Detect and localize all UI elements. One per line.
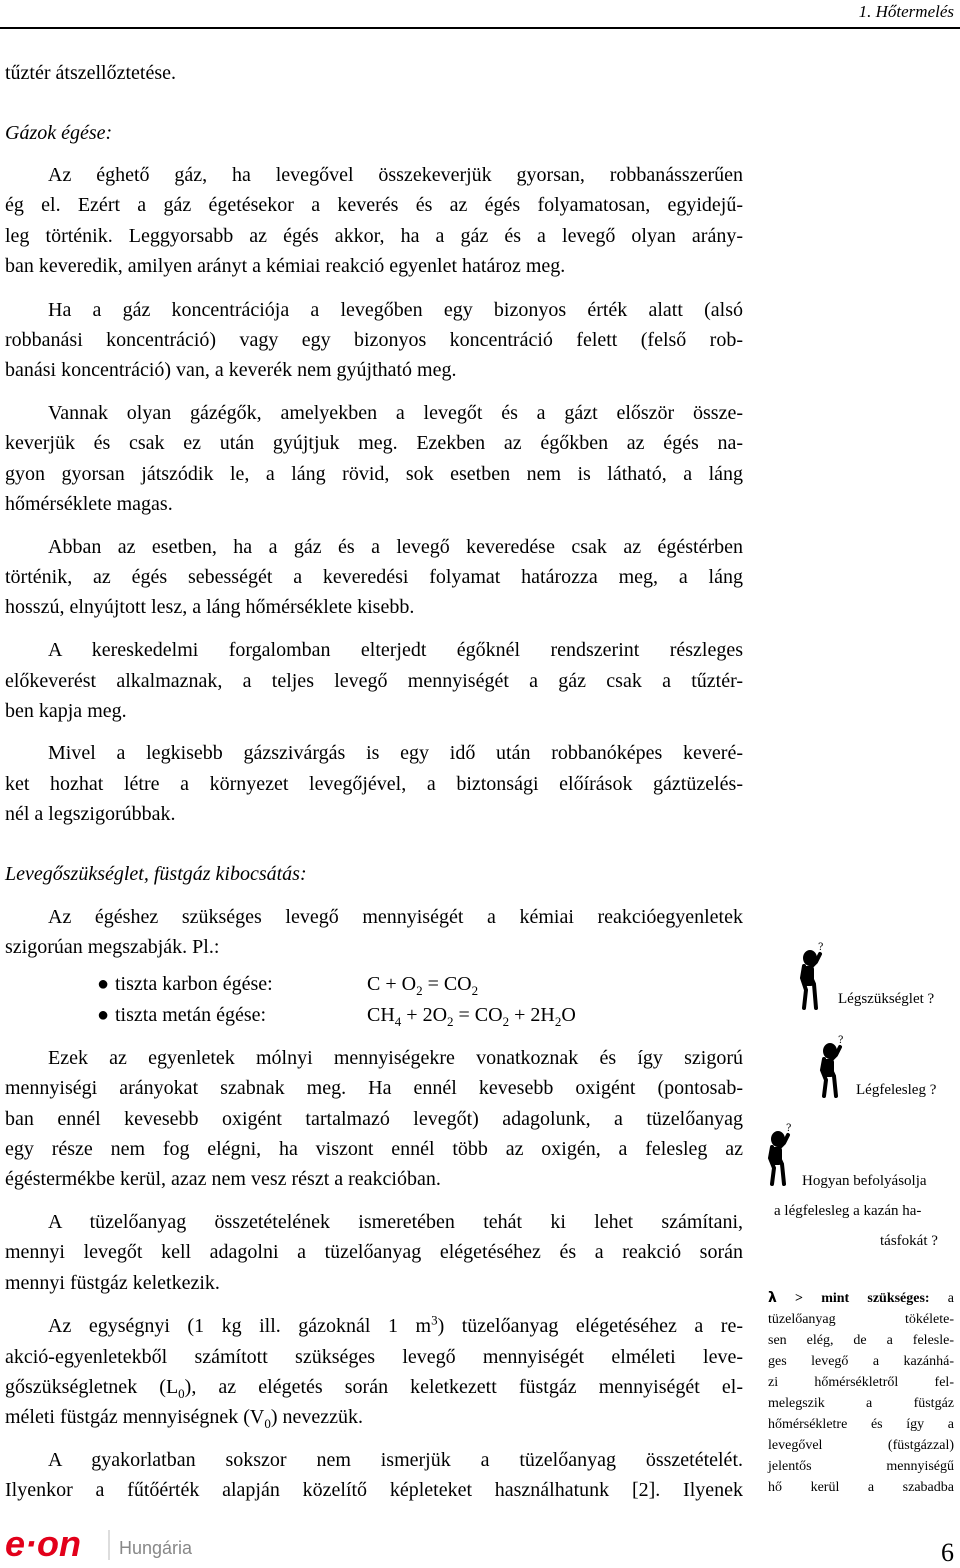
text-line: egy része nem fog elégni, ha viszont ennél több az oxigén, a felesleg az [5, 1138, 743, 1160]
section-heading-gas-combustion: Gázok égése: [5, 122, 113, 144]
text-line: nél a legszigorúbbak. [5, 803, 176, 825]
text-line: leg történik. Leggyorsabb az égés akkor, ha a gáz és a levegő olyan arány- [5, 225, 743, 247]
sidebar-note-line: ges levegő a kazánhá- [768, 1354, 954, 1369]
sidebar-note-lambda [768, 1288, 954, 1498]
header-rule [0, 27, 960, 29]
bullet-dot: ● [97, 1004, 110, 1026]
sidebar-note-line: zi hőmérsékletről fel- [768, 1375, 954, 1390]
text-line: ben kapja meg. [5, 700, 127, 722]
text-line: előkeverést alkalmaznak, a teljes levegő mennyiségét a gáz csak a tűztér- [5, 670, 743, 692]
text-line: robbanási koncentráció) vagy egy bizonyos koncentráció felett (felső rob- [5, 329, 743, 351]
page-number: 6 [941, 1538, 954, 1567]
chapter-title: 1. Hőtermelés [858, 2, 954, 21]
logo-brand-text: e·on [5, 1523, 81, 1562]
text-line: gőszükségletnek $(L_0)$, az elégetés során keletkezett füstgáz mennyiségét el- [5, 1376, 743, 1401]
equation-methane: $CH_4 + 2O_2 = CO_2 + 2H_2O$ [367, 1004, 576, 1029]
text-line: Ezek az egyenletek mólnyi mennyiségekre vonatkoznak és így szigorú [48, 1047, 743, 1069]
page-header [0, 0, 960, 40]
text-line: banási koncentráció) van, a keverék nem gyújtható meg. [5, 359, 457, 381]
sidebar-question-air-requirement: Légszükséglet ? [838, 991, 935, 1007]
equation-carbon: $C + O_2 = CO_2$ [367, 973, 479, 998]
text-line: ég el. Ezért a gáz égetésekor a keverés és az égés folyamatosan, egyidejű- [5, 194, 743, 216]
thinking-person-icon [816, 1034, 856, 1100]
sidebar-note-line: λ > mint szükséges: a [768, 1290, 955, 1306]
text-line: méleti füstgáz mennyiségnek $(V_0)$ nevezzük. [5, 1406, 364, 1431]
logo-region-text: Hungária [119, 1538, 193, 1558]
sidebar-note-line: sen elég, de a felesle- [768, 1333, 954, 1348]
text-line: tűztér átszellőztetése. [5, 62, 177, 84]
text-line: Az éghető gáz, ha levegővel összekeverjük gyorsan, robbanásszerűen [48, 164, 743, 186]
text-line: hosszú, elnyújtott lesz, a láng hőmérséklete kisebb. [5, 596, 415, 618]
text-line: Abban az esetben, ha a gáz és a levegő keveredése csak az égéstérben [48, 536, 743, 558]
text-line: történik, az égés sebességét a keveredési folyamat határozza meg, a láng [5, 566, 743, 588]
text-line: A kereskedelmi forgalomban elterjedt égőknél rendszerint részleges [48, 639, 743, 661]
question-mark: ? [838, 1035, 844, 1046]
text-line: szigorúan megszabják. Pl.: [5, 936, 220, 958]
sidebar-question-efficiency: a légfelesleg a kazán ha- [774, 1203, 922, 1219]
equation-label-carbon: tiszta karbon égése: [115, 973, 273, 995]
text-line: Az égéshez szükséges levegő mennyiségét a kémiai reakcióegyenletek [48, 906, 743, 928]
text-line: ban keveredik, amilyen arányt a kémiai reakció egyenlet határoz meg. [5, 255, 566, 277]
thinking-person-icon [796, 940, 836, 1012]
text-line: mennyiségi arányokat szabnak meg. Ha ennél kevesebb oxigént (pontosab- [5, 1077, 743, 1099]
sidebar-question-efficiency: tásfokát ? [880, 1233, 938, 1249]
thinking-person-icon [764, 1122, 804, 1188]
sidebar-note-line: melegszik a füstgáz [768, 1396, 954, 1411]
text-line: Ilyenkor a fűtőérték alapján közelítő képleteket használhatunk [2]. Ilyenek [5, 1479, 743, 1501]
equation-label-methane: tiszta metán égése: [115, 1004, 267, 1026]
sidebar-note-line: levegővel (füstgázzal) [768, 1438, 954, 1453]
sidebar-question-efficiency: Hogyan befolyásolja [802, 1173, 927, 1189]
text-line: hőmérséklete magas. [5, 493, 173, 515]
sidebar-note-line: hőmérsékletre és így a [768, 1417, 954, 1432]
text-line: égéstermékbe kerül, azaz nem vesz részt a reakcióban. [5, 1168, 441, 1190]
text-line: gyon gyorsan játszódik le, a láng rövid, sok esetben nem is látható, a láng [5, 463, 743, 485]
text-line: Ha a gáz koncentrációja a levegőben egy bizonyos érték alatt (alsó [48, 299, 743, 321]
text-line: mennyi levegőt kell adagolni a tüzelőanyag elégetéséhez és a reakció során [5, 1241, 743, 1263]
sidebar-note-line: jelentős mennyiségű [768, 1459, 954, 1474]
text-line: mennyi füstgáz keletkezik. [5, 1272, 220, 1294]
text-line: Az egységnyi (1 kg ill. gázoknál 1 $m^3$) tüzelőanyag elégetéséhez a re- [48, 1312, 743, 1337]
text-line: A gyakorlatban sokszor nem ismerjük a tüzelőanyag összetételét. [48, 1449, 743, 1471]
sidebar-question-excess-air: Légfelesleg ? [856, 1082, 937, 1098]
text-line: ban ennél kevesebb oxigént tartalmazó levegőt) adagolunk, a tüzelőanyag [5, 1108, 743, 1130]
text-line: A tüzelőanyag összetételének ismeretében tehát ki lehet számítani, [48, 1211, 743, 1233]
text-line: ket hozhat létre a környezet levegőjével, a biztonsági előírások gáztüzelés- [5, 773, 743, 795]
question-mark: ? [786, 1123, 792, 1134]
bullet-dot: ● [97, 973, 110, 995]
text-line: keverjük és csak ez után gyújtjuk meg. Ezekben az égőkben az égés na- [5, 432, 743, 454]
question-mark: ? [818, 942, 824, 953]
text-line: Mivel a legkisebb gázszivárgás is egy idő után robbanóképes keveré- [48, 742, 743, 764]
section-heading-air-requirement: Levegőszükséglet, füstgáz kibocsátás: [5, 863, 307, 885]
sidebar-note-line: tüzelőanyag tökélete- [768, 1312, 954, 1327]
text-line: Vannak olyan gázégők, amelyekben a levegőt és a gázt először össze- [48, 402, 743, 424]
text-line: akció-egyenletekből számított szükséges levegő mennyiségét elméleti leve- [5, 1346, 743, 1368]
eon-hungaria-logo [5, 1522, 205, 1562]
sidebar-note-line: hő kerül a szabadba [768, 1480, 954, 1495]
